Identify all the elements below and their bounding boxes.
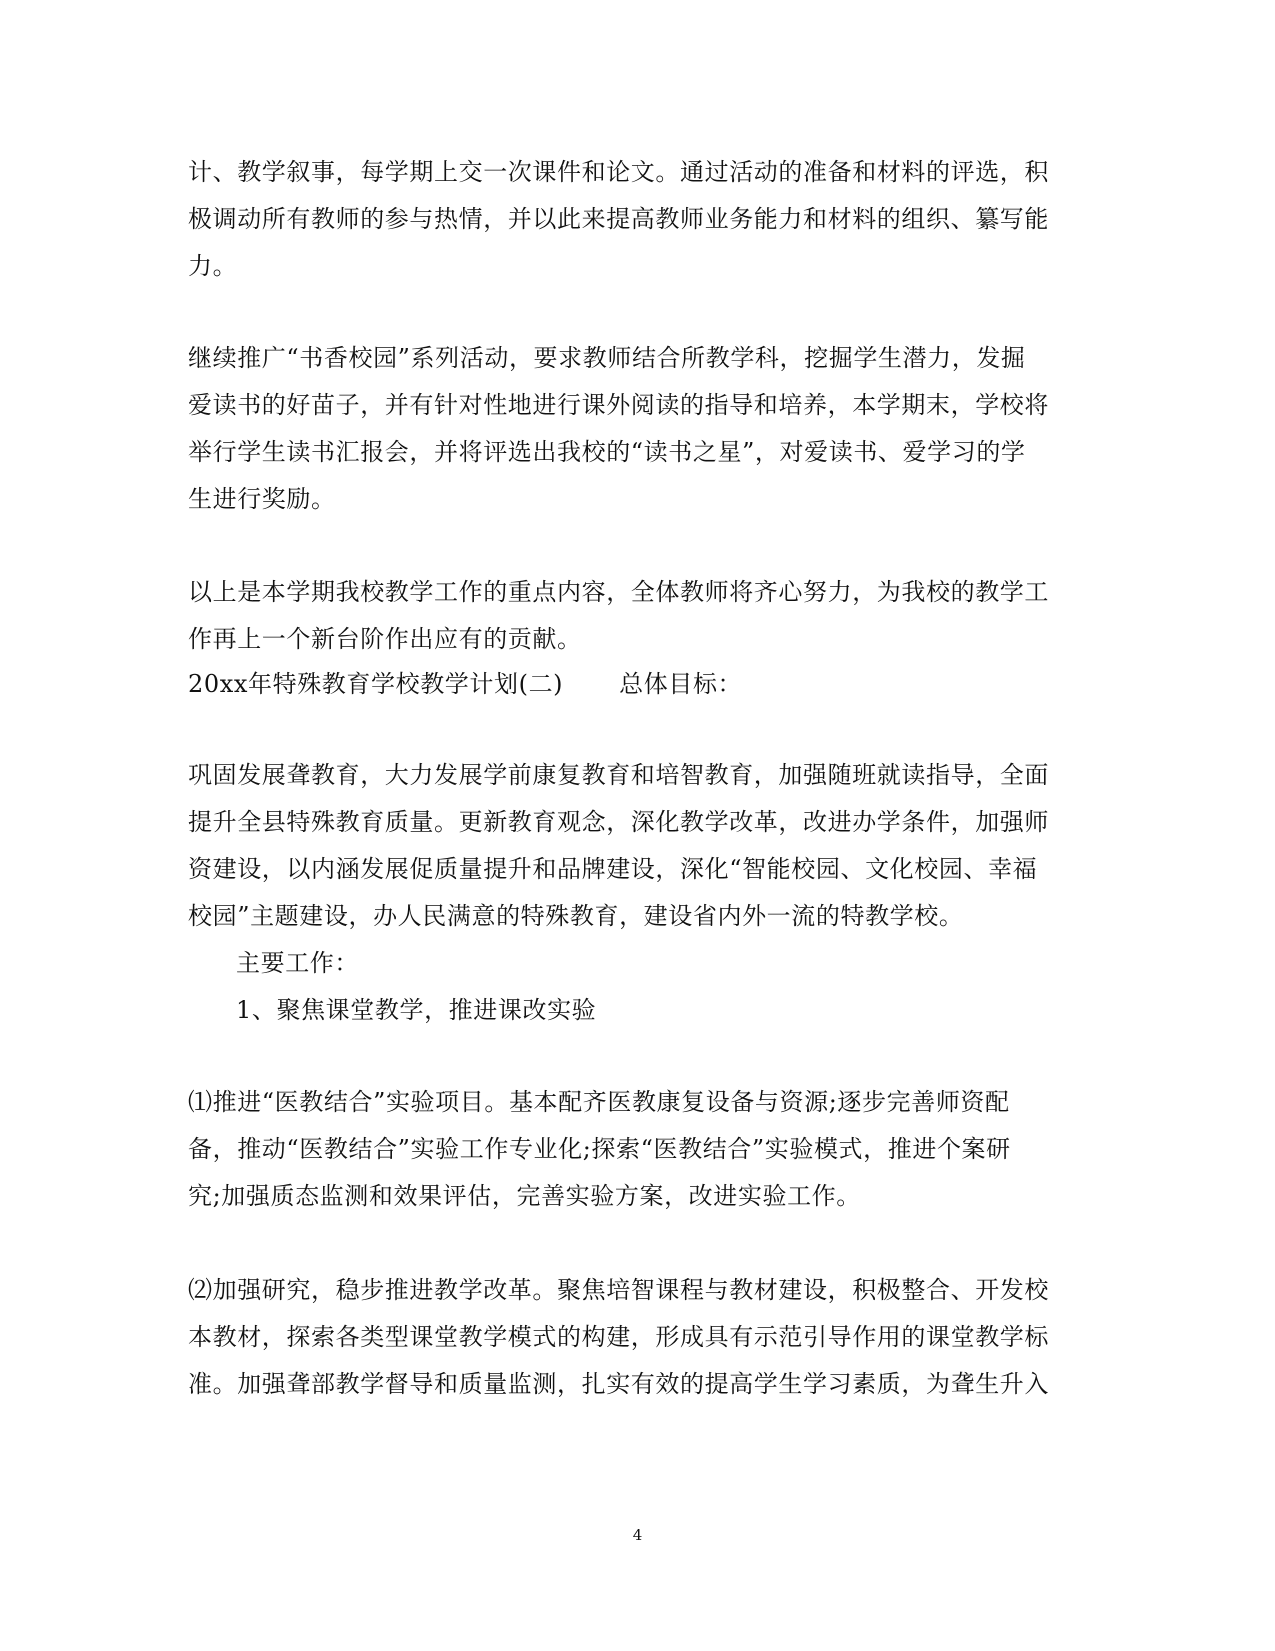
text-line: 本教材，探索各类型课堂教学模式的构建，形成具有示范引导作用的课堂教学标 (188, 1323, 1049, 1351)
text-line: 作再上一个新台阶作出应有的贡献。 (188, 625, 582, 653)
text-line: 举行学生读书汇报会，并将评选出我校的“读书之星”，对爱读书、爱学习的学 (188, 438, 1026, 466)
section-heading (188, 668, 742, 700)
page-number: 4 (632, 1526, 643, 1544)
text-line: 生进行奖励。 (188, 485, 336, 513)
text-line: 极调动所有教师的参与热情，并以此来提高教师业务能力和材料的组织、纂写能 (188, 205, 1049, 233)
heading-title: 20xx年特殊教育学校教学计划(二) (188, 670, 564, 698)
text-line: 备，推动“医教结合”实验工作专业化;探索“医教结合”实验模式，推进个案研 (188, 1135, 1011, 1163)
text-line: 主要工作： (236, 949, 359, 977)
text-line: 1、聚焦课堂教学，推进课改实验 (236, 996, 597, 1024)
text-line: 以上是本学期我校教学工作的重点内容，全体教师将齐心努力，为我校的教学工 (188, 578, 1049, 606)
text-line: 提升全县特殊教育质量。更新教育观念，深化教学改革，改进办学条件，加强师 (188, 808, 1049, 836)
text-line: 力。 (188, 252, 238, 280)
heading-label: 总体目标： (619, 670, 743, 698)
text-line: 资建设，以内涵发展促质量提升和品牌建设，深化“智能校园、文化校园、幸福 (188, 855, 1038, 883)
text-line: 继续推广“书香校园”系列活动，要求教师结合所教学科，挖掘学生潜力，发掘 (188, 344, 1026, 372)
text-line: 究;加强质态监测和效果评估，完善实验方案，改进实验工作。 (188, 1182, 861, 1210)
text-line: 巩固发展聋教育，大力发展学前康复教育和培智教育，加强随班就读指导，全面 (188, 761, 1049, 789)
text-line: ⑴推进“医教结合”实验项目。基本配齐医教康复设备与资源;逐步完善师资配 (188, 1088, 1010, 1116)
text-line: 爱读书的好苗子，并有针对性地进行课外阅读的指导和培养，本学期末，学校将 (188, 391, 1049, 419)
text-line: ⑵加强研究，稳步推进教学改革。聚焦培智课程与教材建设，积极整合、开发校 (188, 1276, 1049, 1304)
text-line: 准。加强聋部教学督导和质量监测，扎实有效的提高学生学习素质，为聋生升入 (188, 1370, 1049, 1398)
text-line: 校园”主题建设，办人民满意的特殊教育，建设省内外一流的特教学校。 (188, 902, 964, 930)
text-line: 计、教学叙事，每学期上交一次课件和论文。通过活动的准备和材料的评选，积 (188, 158, 1049, 186)
